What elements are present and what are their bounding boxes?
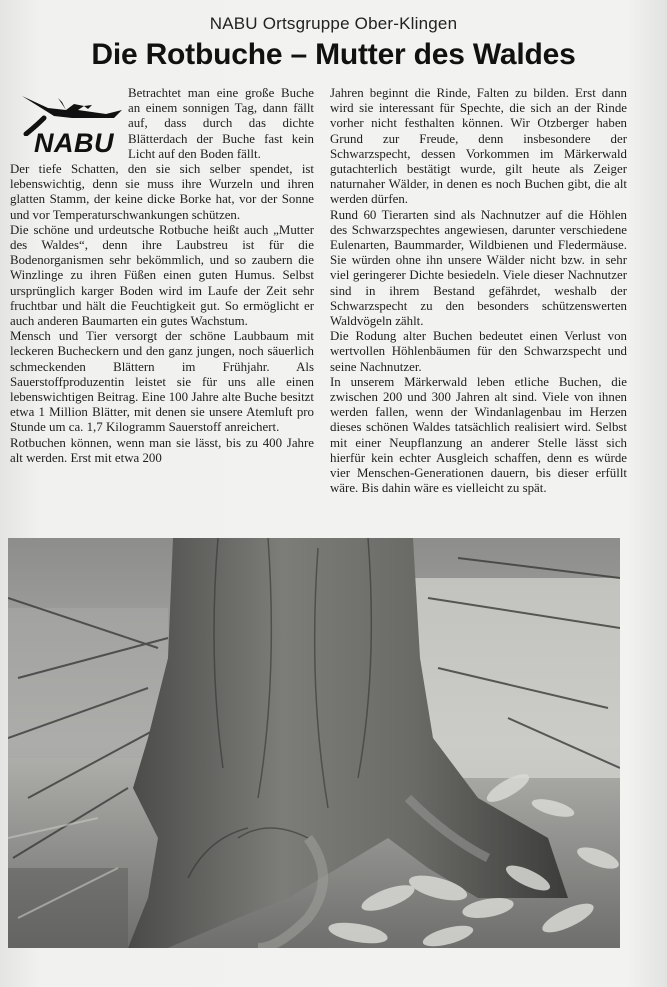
paragraph: Betrachtet man eine große Buche an einem sonnigen Tag, dann fällt auf, dass durch das dichte Blätterdach der Buche fast kein Licht auf den Boden fällt. bbox=[128, 86, 314, 161]
paragraph: Der tiefe Schatten, den sie sich selber spendet, ist lebenswichtig, denn sie muss ihre Wurzeln und ihren glatten Stamm, der keine dicke Borke hat, vor der Sonne und vor Temperaturschwankungen schützen. bbox=[10, 162, 314, 222]
photo-illustration bbox=[8, 538, 620, 948]
article-column-left bbox=[10, 86, 314, 466]
paragraph: Die Rodung alter Buchen bedeutet einen Verlust von wertvollen Höhlenbäumen für den Schwarzspecht und seine Nachnutzer. bbox=[330, 329, 627, 374]
paragraph: Rotbuchen können, wenn man sie lässt, bis zu 400 Jahre alt werden. Erst mit etwa 200 bbox=[10, 435, 314, 465]
paragraph: Rund 60 Tierarten sind als Nachnutzer auf die Höhlen des Schwarzspechtes angewiesen, darunter verschiedene Eulenarten, Baummarder, Wildbienen und Fledermäuse. Sie würden ohne ihn unsere Wälder nicht bzw. in sehr viel geringerer Dichte besiedeln. Viele dieser Nachnutzer sind in ihrem Bestand gefährdet, weshalb der Schwarzspecht zu den besonders schützenswerten Waldvögeln zählt. bbox=[330, 207, 627, 329]
org-name: NABU Ortsgruppe Ober-Klingen bbox=[209, 14, 458, 33]
paragraph: Die schöne und urdeutsche Rotbuche heißt auch „Mutter des Waldes“, denn ihre Laubstreu ist für die Bodenorganismen sehr bekömmlich, und so zaubern die Winzlinge zu ihren Füßen einen guten Humus. Selbst ursprünglich karger Boden wird im Laufe der Zeit sehr fruchtbar und hält die Feuchtigkeit gut. So ermöglicht er auch anderen Baumarten ein gutes Wachstum. bbox=[10, 222, 314, 329]
paragraph: Mensch und Tier versorgt der schöne Laubbaum mit leckeren Bucheckern und den ganz jungen, noch säuerlich schmeckenden Blättern im Frühjahr. Als Sauerstoffproduzentin leistet sie für uns alle einen lebenswichtigen Beitrag. Eine 100 Jahre alte Buche besitzt etwa 1 Million Blätter, mit denen sie unsere Atemluft pro Stunde um ca. 1,7 Kilogramm Sauerstoff anreichert. bbox=[10, 329, 314, 435]
paragraph: In unserem Märkerwald leben etliche Buchen, die zwischen 200 und 300 Jahren alt sind. Viele von ihnen werden fallen, wenn der Windanlagenbau im Herzen dieses schönen Waldes tatsächlich realisiert wird. Selbst mit einer Neupflanzung an anderer Stelle lässt sich hierfür kein echter Ausgleich schaffen, denn es würde vier Menschen-Generationen dauern, bis dieser erfüllt wäre. Bis dahin wäre es vielleicht zu spät. bbox=[330, 374, 627, 496]
article-column-right bbox=[330, 86, 627, 496]
logo-wordmark: NABU bbox=[34, 128, 114, 158]
article-headline: Die Rotbuche – Mutter des Waldes bbox=[91, 38, 576, 71]
paragraph: Jahren beginnt die Rinde, Falten zu bilden. Erst dann wird sie interessant für Spechte, die sich an der Rinde vorher nicht festhalten können. Wir Otzberger haben Grund zur Freude, denn insbesondere der Schwarzspecht, dessen Vorkommen im Märkerwald gutachterlich bestätigt wurde, gilt heute als Zeiger naturnaher Wälder, in denen es noch Buchen gibt, die alt werden dürfen. bbox=[330, 86, 627, 207]
beech-tree-photo bbox=[8, 538, 620, 948]
